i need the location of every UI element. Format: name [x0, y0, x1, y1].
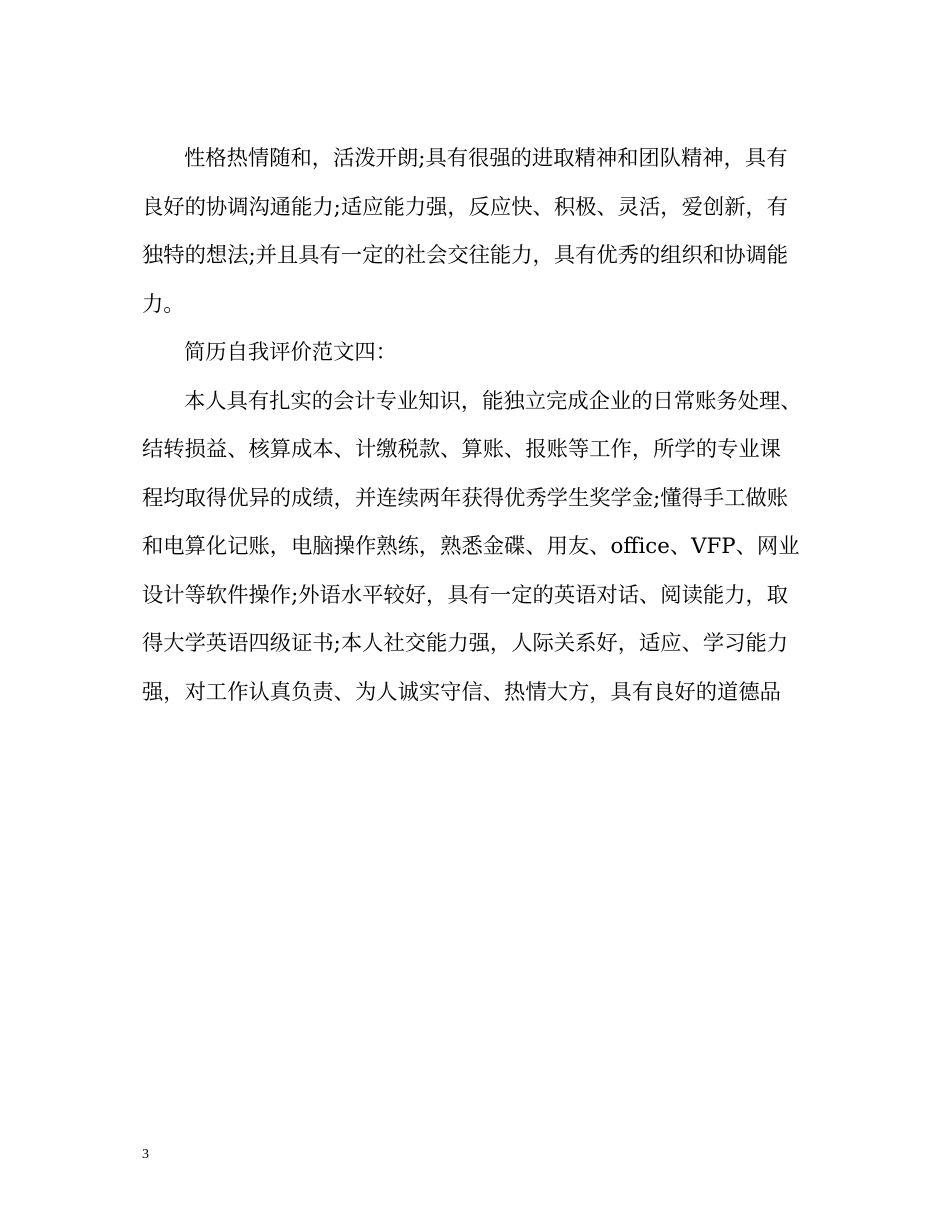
text-line: 良好的协调沟通能力;适应能力强，反应快、积极、灵活，爱创新，有 [142, 194, 789, 220]
section-heading-text: 简历自我评价范文四： [184, 340, 397, 365]
page-number: 3 [142, 1147, 149, 1162]
text-line: 和电算化记账，电脑操作熟练，熟悉金碟、用友、office、VFP、网业 [142, 534, 800, 559]
text-line: 性格热情随和，活泼开朗;具有很强的进取精神和团队精神，具有 [184, 146, 788, 171]
paragraph-accounting [142, 378, 812, 718]
text-line: 得大学英语四级证书;本人社交能力强，人际关系好，适应、学习能力 [142, 631, 789, 656]
text-line: 设计等软件操作;外语水平较好，具有一定的英语对话、阅读能力，取 [142, 582, 789, 608]
text-line: 本人具有扎实的会计专业知识，能独立完成企业的日常账务处理、 [184, 388, 802, 414]
text-line: 独特的想法;并且具有一定的社会交往能力，具有优秀的组织和协调能 [142, 243, 789, 268]
section-heading [142, 329, 812, 378]
text-line: 程均取得优异的成绩，并连续两年获得优秀学生奖学金;懂得手工做账 [142, 485, 789, 511]
text-line: 强，对工作认真负责、为人诚实守信、热情大方，具有良好的道德品 [142, 679, 781, 705]
text-line: 结转损益、核算成本、计缴税款、算账、报账等工作，所学的专业课 [142, 437, 781, 462]
text-line: 力。 [142, 291, 185, 317]
paragraph-personality [142, 135, 812, 329]
document-body [142, 135, 812, 717]
